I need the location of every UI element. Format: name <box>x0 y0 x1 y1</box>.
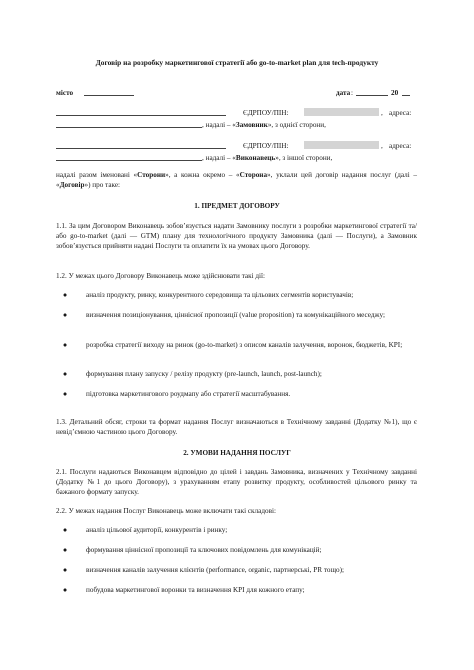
city-label: місто <box>56 89 74 97</box>
bullet-marker: ● <box>62 291 68 299</box>
party1-address-label: адреса: <box>389 109 412 117</box>
date-blank[interactable] <box>356 95 388 96</box>
party2-name-blank[interactable] <box>56 148 226 149</box>
section2-paragraph-1: 2.1. Послуги надаються Виконавцем відповідно до цілей і завдань Замовника, визначених у Технічному завданні (Додатку №1 до цього Договору), з урахуванням етапу розвитку продукту, особливостей цільового ринку та бажаного формату запуску. <box>56 468 417 496</box>
date-colon: : <box>351 89 353 97</box>
date-label: дата <box>336 89 351 97</box>
party2-comma: , <box>381 142 383 150</box>
bullet-marker: ● <box>62 546 68 554</box>
bullet-marker: ● <box>62 566 68 574</box>
bullet-marker: ● <box>62 390 68 398</box>
section1-bullet-5: підготовка маркетингового роудмапу або стратегії масштабування. <box>86 390 291 398</box>
section2-bullet-4: побудова маркетингової воронки та визначення KPI для кожного етапу; <box>86 586 305 594</box>
party1-role: Замовник <box>235 121 268 129</box>
party1-edrpou-label: ЄДРПОУ/ПІН: <box>243 109 289 117</box>
bullet-marker: ● <box>62 311 68 319</box>
section1-bullet-2: визначення позиціонування, ціннісної пропозиції (value proposition) та комунікаційного меседжу; <box>86 311 386 319</box>
city-blank[interactable] <box>84 95 134 96</box>
party2-address-label: адреса: <box>389 142 412 150</box>
bullet-marker: ● <box>62 341 68 349</box>
section1-bullet-4: формування плану запуску / релізу продукту (pre-launch, launch, post-launch); <box>86 370 322 378</box>
intro-paragraph: надалі разом іменовані «Сторони», а кожна окремо – «Сторона», уклали цей договір надання послуг (далі – «Договір») про таке: <box>56 171 417 189</box>
year-blank[interactable] <box>402 95 410 96</box>
party2-role: Виконавець <box>235 154 276 162</box>
party2-edrpou-label: ЄДРПОУ/ПІН: <box>243 142 289 150</box>
party1-address-blank[interactable] <box>56 127 202 128</box>
section2-bullet-3: визначення каналів залучення клієнтів (performance, organic, партнерські, PR тощо); <box>86 566 345 574</box>
year-prefix: 20 <box>391 89 399 97</box>
section2-bullet-1: аналіз цільової аудиторії, конкурентів і ринку; <box>86 526 228 534</box>
section2-bullet-2: формування ціннісної пропозиції та ключових повідомлень для комунікацій; <box>86 546 322 554</box>
section1-paragraph-3: 1.3. Детальний обсяг, строки та формат надання Послуг визначаються в Технічному завданні (Додатку №1), що є невід’ємною частиною цього Договору. <box>56 418 417 436</box>
party2-role-line: , надалі – «Виконавець», з іншої сторони, <box>202 154 333 162</box>
section1-heading: 1. ПРЕДМЕТ ДОГОВОРУ <box>194 202 280 210</box>
party1-name-blank[interactable] <box>56 115 226 116</box>
bullet-marker: ● <box>62 586 68 594</box>
bullet-marker: ● <box>62 526 68 534</box>
party2-edrpou-field[interactable] <box>304 141 379 149</box>
section2-paragraph-2: 2.2. У межах надання Послуг Виконавець може включати такі складові: <box>56 507 276 515</box>
section1-bullet-1: аналіз продукту, ринку, конкурентного середовища та цільових сегментів користувачів; <box>86 291 354 299</box>
section1-paragraph-2: 1.2. У межах цього Договору Виконавець може здійснювати такі дії: <box>56 272 266 280</box>
bullet-marker: ● <box>62 370 68 378</box>
party1-role-line: , надалі – «Замовник», з однієї сторони, <box>202 121 326 129</box>
document-title: Договір на розробку маркетингової стратегії або go-to-market plan для tech-продукту <box>95 58 379 67</box>
party2-address-blank[interactable] <box>56 160 202 161</box>
party1-edrpou-field[interactable] <box>304 108 379 116</box>
party1-comma: , <box>381 109 383 117</box>
section1-bullet-3: розробка стратегії виходу на ринок (go-to-market) з описом каналів залучення, воронок, бюджетів, KPI; <box>86 341 403 349</box>
section2-heading: 2. УМОВИ НАДАННЯ ПОСЛУГ <box>183 449 291 457</box>
section1-paragraph-1: 1.1. За цим Договором Виконавець зобов’язується надати Замовнику послуги з розробки маркетингової стратегії та/або go-to-market (далі — GTM) плану для технологічного продукту Замовника (далі — Послуги), а Замовник зобов’язується прийняти надані Послуги та оплатити їх на умовах цього Договору. <box>56 222 417 250</box>
